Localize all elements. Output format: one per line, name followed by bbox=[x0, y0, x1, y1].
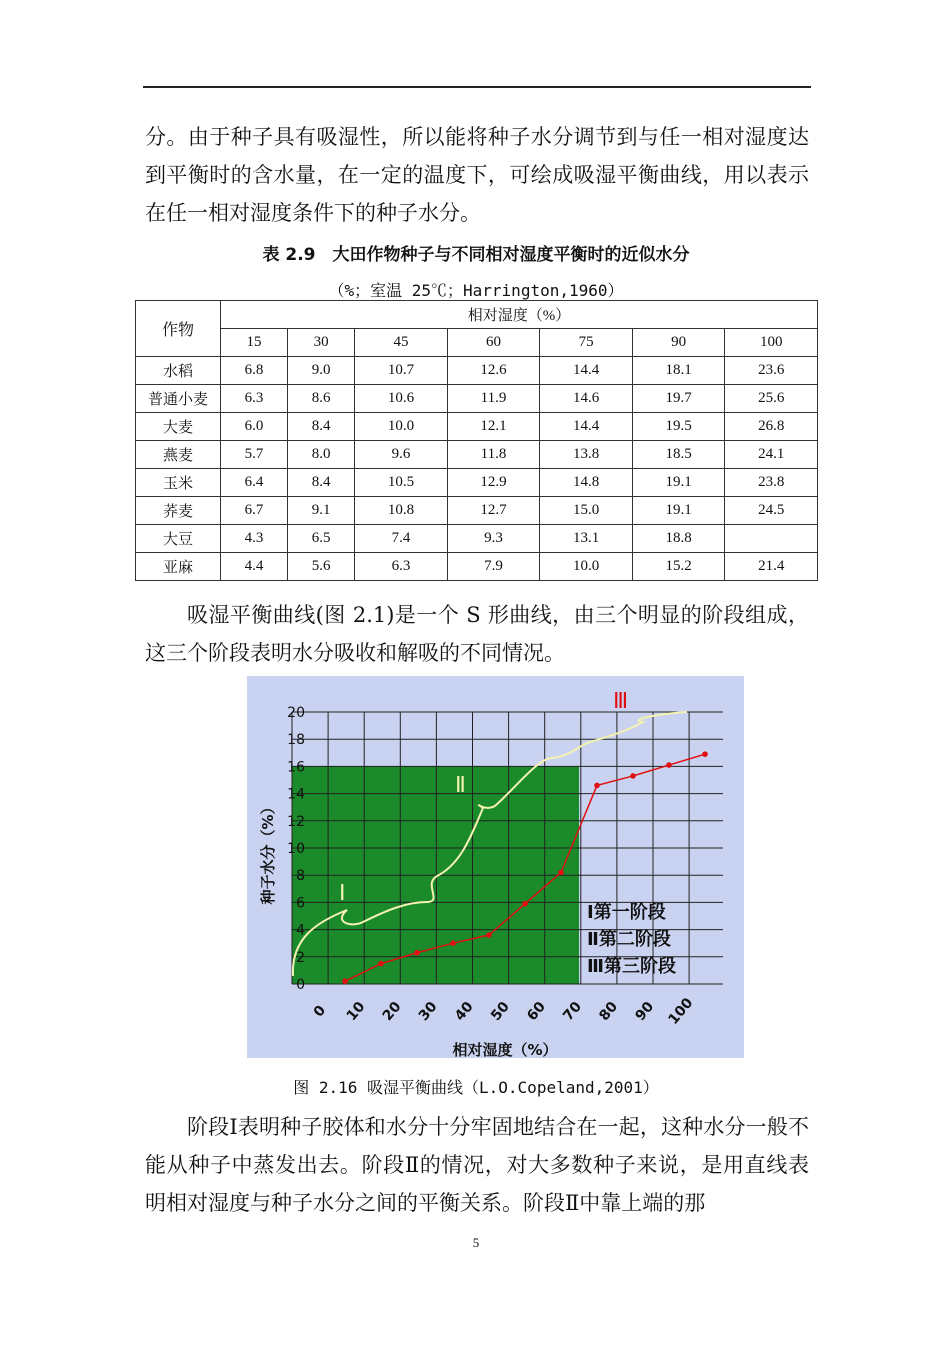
value-cell: 9.0 bbox=[288, 357, 355, 385]
x-tick-label: 70 bbox=[560, 998, 586, 1025]
stage-mark-2: Ⅱ bbox=[455, 772, 466, 797]
value-cell: 10.0 bbox=[540, 553, 633, 581]
value-cell: 12.1 bbox=[447, 413, 540, 441]
sorption-figure bbox=[247, 676, 744, 1058]
humidity-col: 100 bbox=[725, 329, 818, 357]
curve-point bbox=[378, 961, 384, 967]
value-cell: 24.5 bbox=[725, 497, 818, 525]
crop-cell: 大豆 bbox=[136, 525, 221, 553]
value-cell: 19.1 bbox=[632, 497, 725, 525]
value-cell: 19.5 bbox=[632, 413, 725, 441]
x-tick-label: 90 bbox=[632, 998, 658, 1025]
table-row bbox=[136, 385, 818, 413]
value-cell: 26.8 bbox=[725, 413, 818, 441]
crop-cell: 燕麦 bbox=[136, 441, 221, 469]
value-cell: 11.8 bbox=[447, 441, 540, 469]
value-cell: 7.4 bbox=[355, 525, 448, 553]
humidity-col: 75 bbox=[540, 329, 633, 357]
value-cell: 25.6 bbox=[725, 385, 818, 413]
paragraph-2: 吸湿平衡曲线(图 2.1)是一个 S 形曲线，由三个明显的阶段组成，这三个阶段表明水分吸收和解吸的不同情况。 bbox=[145, 603, 809, 665]
value-cell: 6.0 bbox=[221, 413, 288, 441]
value-cell: 10.5 bbox=[355, 469, 448, 497]
crop-cell: 普通小麦 bbox=[136, 385, 221, 413]
curve-point bbox=[666, 762, 672, 768]
curve-point bbox=[558, 870, 564, 876]
table-row bbox=[136, 357, 818, 385]
curve-point bbox=[522, 901, 528, 907]
header-rule bbox=[143, 86, 811, 88]
value-cell: 18.5 bbox=[632, 441, 725, 469]
paragraph-3: 阶段Ⅰ表明种子胶体和水分十分牢固地结合在一起，这种水分一般不能从种子中蒸发出去。阶段Ⅱ的情况，对大多数种子来说，是用直线表明相对湿度与种子水分之间的平衡关系。阶段Ⅱ中靠上端的那 bbox=[145, 1115, 809, 1215]
value-cell: 9.3 bbox=[447, 525, 540, 553]
sorption-chart bbox=[247, 676, 744, 1058]
table-subtitle: （%；室温 25℃；Harrington,1960） bbox=[328, 281, 624, 300]
x-tick-label: 100 bbox=[665, 995, 697, 1028]
value-cell: 6.7 bbox=[221, 497, 288, 525]
humidity-col: 60 bbox=[447, 329, 540, 357]
crop-cell: 玉米 bbox=[136, 469, 221, 497]
value-cell: 10.6 bbox=[355, 385, 448, 413]
y-tick-label: 18 bbox=[287, 732, 305, 749]
value-cell: 24.1 bbox=[725, 441, 818, 469]
x-tick-label: 20 bbox=[379, 998, 405, 1025]
value-cell: 8.6 bbox=[288, 385, 355, 413]
y-tick-label: 6 bbox=[296, 895, 305, 912]
value-cell: 6.4 bbox=[221, 469, 288, 497]
value-cell: 12.9 bbox=[447, 469, 540, 497]
value-cell: 9.6 bbox=[355, 441, 448, 469]
x-tick-label: 0 bbox=[310, 1002, 330, 1021]
value-cell: 18.1 bbox=[632, 357, 725, 385]
y-tick-label: 20 bbox=[287, 705, 305, 721]
y-tick-label: 0 bbox=[296, 977, 305, 993]
moisture-table bbox=[135, 300, 818, 581]
value-cell: 19.7 bbox=[632, 385, 725, 413]
y-tick-label: 4 bbox=[296, 922, 305, 939]
curve-point bbox=[594, 783, 600, 789]
y-tick-label: 16 bbox=[287, 759, 305, 776]
table-row bbox=[136, 469, 818, 497]
humidity-col: 30 bbox=[288, 329, 355, 357]
x-tick-label: 10 bbox=[343, 998, 369, 1025]
value-cell: 15.0 bbox=[540, 497, 633, 525]
value-cell: 4.4 bbox=[221, 553, 288, 581]
y-tick-label: 14 bbox=[287, 786, 305, 803]
curve-point bbox=[342, 978, 348, 984]
legend-stage-1: Ⅰ第一阶段 bbox=[587, 902, 666, 923]
value-cell: 10.7 bbox=[355, 357, 448, 385]
curve-point bbox=[702, 751, 708, 757]
crop-cell: 荞麦 bbox=[136, 497, 221, 525]
curve-point bbox=[414, 950, 420, 956]
figure-caption: 图 2.16 吸湿平衡曲线（L.O.Copeland,2001） bbox=[293, 1078, 659, 1097]
value-cell: 11.9 bbox=[447, 385, 540, 413]
value-cell: 23.8 bbox=[725, 469, 818, 497]
value-cell: 15.2 bbox=[632, 553, 725, 581]
x-tick-label: 30 bbox=[415, 998, 441, 1025]
y-tick-label: 10 bbox=[287, 841, 305, 857]
crop-cell: 亚麻 bbox=[136, 553, 221, 581]
value-cell: 23.6 bbox=[725, 357, 818, 385]
table-row bbox=[136, 525, 818, 553]
crop-cell: 大麦 bbox=[136, 413, 221, 441]
value-cell: 18.8 bbox=[632, 525, 725, 553]
value-cell: 6.3 bbox=[221, 385, 288, 413]
value-cell: 5.7 bbox=[221, 441, 288, 469]
table-row bbox=[136, 553, 818, 581]
x-tick-label: 80 bbox=[596, 998, 622, 1025]
value-cell: 7.9 bbox=[447, 553, 540, 581]
page-number: 5 bbox=[472, 1235, 480, 1250]
table-row bbox=[136, 441, 818, 469]
y-tick-label: 2 bbox=[296, 949, 305, 966]
value-cell: 14.4 bbox=[540, 413, 633, 441]
table-title: 表 2.9 大田作物种子与不同相对湿度平衡时的近似水分 bbox=[262, 245, 690, 265]
humidity-group-header: 相对湿度（%） bbox=[221, 301, 818, 329]
table-row bbox=[136, 413, 818, 441]
x-tick-label: 50 bbox=[488, 998, 513, 1025]
table-row bbox=[136, 497, 818, 525]
humidity-col: 45 bbox=[355, 329, 448, 357]
stage-mark-1: Ⅰ bbox=[339, 880, 346, 905]
value-cell: 21.4 bbox=[725, 553, 818, 581]
legend-stage-3: Ⅲ第三阶段 bbox=[587, 956, 677, 977]
humidity-col: 90 bbox=[632, 329, 725, 357]
value-cell: 13.8 bbox=[540, 441, 633, 469]
value-cell: 6.3 bbox=[355, 553, 448, 581]
value-cell: 4.3 bbox=[221, 525, 288, 553]
stage-mark-3: Ⅲ bbox=[613, 688, 629, 713]
value-cell: 14.6 bbox=[540, 385, 633, 413]
value-cell: 8.4 bbox=[288, 469, 355, 497]
value-cell: 8.4 bbox=[288, 413, 355, 441]
value-cell: 19.1 bbox=[632, 469, 725, 497]
y-tick-label: 8 bbox=[296, 868, 305, 885]
legend-stage-2: Ⅱ第二阶段 bbox=[587, 929, 671, 950]
crop-cell: 水稻 bbox=[136, 357, 221, 385]
value-cell bbox=[725, 525, 818, 553]
value-cell: 6.8 bbox=[221, 357, 288, 385]
value-cell: 14.8 bbox=[540, 469, 633, 497]
value-cell: 12.6 bbox=[447, 357, 540, 385]
value-cell: 8.0 bbox=[288, 441, 355, 469]
y-tick-label: 12 bbox=[287, 813, 305, 830]
paragraph-1: 分。由于种子具有吸湿性，所以能将种子水分调节到与任一相对湿度达到平衡时的含水量，在一定的温度下，可绘成吸湿平衡曲线，用以表示在任一相对湿度条件下的种子水分。 bbox=[145, 125, 809, 225]
x-tick-label: 40 bbox=[451, 998, 477, 1025]
curve-point bbox=[630, 773, 636, 779]
crop-header: 作物 bbox=[136, 301, 221, 357]
x-tick-label: 60 bbox=[524, 998, 549, 1025]
curve-point bbox=[450, 940, 456, 946]
value-cell: 13.1 bbox=[540, 525, 633, 553]
value-cell: 9.1 bbox=[288, 497, 355, 525]
humidity-col: 15 bbox=[221, 329, 288, 357]
value-cell: 6.5 bbox=[288, 525, 355, 553]
value-cell: 14.4 bbox=[540, 357, 633, 385]
value-cell: 12.7 bbox=[447, 497, 540, 525]
value-cell: 10.8 bbox=[355, 497, 448, 525]
curve-point bbox=[486, 932, 492, 938]
value-cell: 5.6 bbox=[288, 553, 355, 581]
x-axis-label: 相对湿度（%） bbox=[452, 1041, 558, 1058]
y-axis-label: 种子水分（%） bbox=[259, 799, 277, 905]
value-cell: 10.0 bbox=[355, 413, 448, 441]
